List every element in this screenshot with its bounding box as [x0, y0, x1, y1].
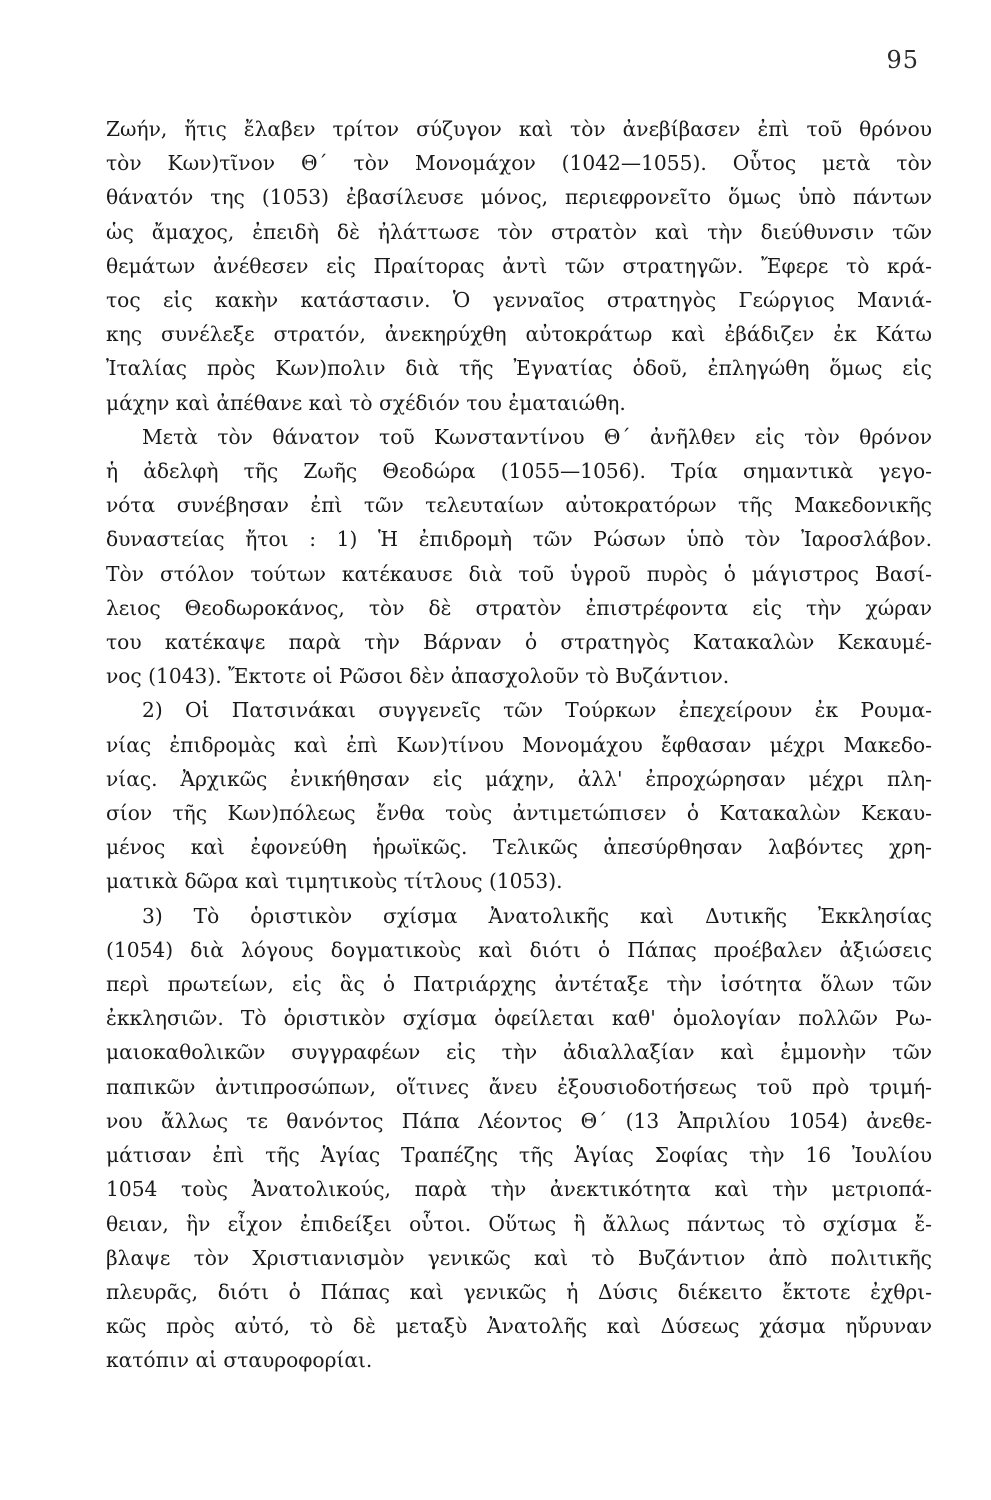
text-line: ἡ ἀδελφὴ τῆς Ζωῆς Θεοδώρα (1055—1056). Τρία σημαντικὰ γεγο-: [106, 459, 932, 484]
text-line: θάνατόν της (1053) ἐβασίλευσε μόνος, περιεφρονεῖτο ὅμως ὑπὸ πάντων: [106, 185, 932, 210]
text-line: δυναστείας ἤτοι : 1) Ἡ ἐπιδρομὴ τῶν Ρώσων ὑπὸ τὸν Ἰαροσλάβον.: [106, 527, 932, 552]
text-line: μάχην καὶ ἀπέθανε καὶ τὸ σχέδιόν του ἐματαιώθη.: [106, 390, 626, 415]
text-line: ματικὰ δῶρα καὶ τιμητικοὺς τίτλους (1053).: [106, 869, 563, 894]
text-line: ὡς ἄμαχος, ἐπειδὴ δὲ ἠλάττωσε τὸν στρατὸν καὶ τὴν διεύθυνσιν τῶν: [106, 219, 932, 244]
text-line: 1054 τοὺς Ἀνατολικούς, παρὰ τὴν ἀνεκτικότητα καὶ τὴν μετριοπά-: [106, 1177, 932, 1202]
text-line: 3) Τὸ ὁριστικὸν σχίσμα Ἀνατολικῆς καὶ Δυτικῆς Ἐκκλησίας: [142, 903, 932, 928]
text-line: περὶ πρωτείων, εἰς ἃς ὁ Πατριάρχης ἀντέταξε τὴν ἰσότητα ὅλων τῶν: [106, 972, 932, 997]
body-text: [106, 112, 932, 1378]
text-line: νος (1043). Ἔκτοτε οἱ Ρῶσοι δὲν ἀπασχολοῦν τὸ Βυζάντιον.: [106, 664, 730, 689]
text-line: τος εἰς κακὴν κατάστασιν. Ὁ γενναῖος στρατηγὸς Γεώργιος Μανιά-: [106, 288, 932, 313]
text-line: μένος καὶ ἐφονεύθη ἡρωϊκῶς. Τελικῶς ἀπεσύρθησαν λαβόντες χρη-: [106, 835, 932, 860]
text-line: (1054) διὰ λόγους δογματικοὺς καὶ διότι ὁ Πάπας προέβαλεν ἀξιώσεις: [106, 937, 932, 962]
text-line: κῶς πρὸς αὐτό, τὸ δὲ μεταξὺ Ἀνατολῆς καὶ Δύσεως χάσμα ηὔρυναν: [106, 1314, 932, 1339]
text-line: νου ἄλλως τε θανόντος Πάπα Λέοντος Θ΄ (13 Ἀπριλίου 1054) ἀνεθε-: [106, 1108, 932, 1133]
text-line: σίον τῆς Κων)πόλεως ἔνθα τοὺς ἀντιμετώπισεν ὁ Κατακαλὼν Κεκαυ-: [106, 801, 932, 826]
text-line: τὸν Κων)τῖνον Θ΄ τὸν Μονομάχον (1042—1055). Οὗτος μετὰ τὸν: [106, 151, 932, 176]
text-line: Ζωήν, ἥτις ἔλαβεν τρίτον σύζυγον καὶ τὸν ἀνεβίβασεν ἐπὶ τοῦ θρόνου: [106, 117, 932, 141]
text-line: ἐκκλησιῶν. Τὸ ὁριστικὸν σχίσμα ὀφείλεται καθ' ὁμολογίαν πολλῶν Ρω-: [106, 1006, 932, 1031]
text-line: Τὸν στόλον τούτων κατέκαυσε διὰ τοῦ ὑγροῦ πυρὸς ὁ μάγιστρος Βασί-: [106, 561, 932, 586]
text-line: θειαν, ἣν εἶχον ἐπιδείξει οὗτοι. Οὕτως ἢ ἄλλως πάντως τὸ σχίσμα ἔ-: [106, 1211, 932, 1236]
text-line: πλευρᾶς, διότι ὁ Πάπας καὶ γενικῶς ἡ Δύσις διέκειτο ἔκτοτε ἐχθρι-: [106, 1279, 932, 1304]
text-line: του κατέκαψε παρὰ τὴν Βάρναν ὁ στρατηγὸς Κατακαλὼν Κεκαυμέ-: [106, 630, 932, 655]
text-line: νίας ἐπιδρομὰς καὶ ἐπὶ Κων)τίνου Μονομάχου ἔφθασαν μέχρι Μακεδο-: [106, 732, 932, 757]
text-line: μαιοκαθολικῶν συγγραφέων εἰς τὴν ἀδιαλλαξίαν καὶ ἐμμονὴν τῶν: [106, 1040, 932, 1065]
text-line: θεμάτων ἀνέθεσεν εἰς Πραίτορας ἀντὶ τῶν στρατηγῶν. Ἔφερε τὸ κρά-: [106, 253, 932, 278]
text-line: 2) Οἱ Πατσινάκαι συγγενεῖς τῶν Τούρκων ἐπεχείρουν ἐκ Ρουμα-: [142, 698, 932, 723]
text-line: βλαψε τὸν Χριστιανισμὸν γενικῶς καὶ τὸ Βυζάντιον ἀπὸ πολιτικῆς: [106, 1245, 932, 1270]
text-line: Ἰταλίας πρὸς Κων)πολιν διὰ τῆς Ἐγνατίας ὁδοῦ, ἐπληγώθη ὅμως εἰς: [106, 356, 932, 381]
text-line: παπικῶν ἀντιπροσώπων, οἵτινες ἄνευ ἐξουσιοδοτήσεως τοῦ πρὸ τριμή-: [106, 1074, 932, 1099]
text-line: κατόπιν αἱ σταυροφορίαι.: [106, 1348, 373, 1373]
text-line: Μετὰ τὸν θάνατον τοῦ Κωνσταντίνου Θ΄ ἀνῆλθεν εἰς τὸν θρόνον: [142, 424, 932, 449]
text-line: νίας. Ἀρχικῶς ἐνικήθησαν εἰς μάχην, ἀλλ' ἐπροχώρησαν μέχρι πλη-: [106, 766, 932, 791]
text-line: κης συνέλεξε στρατόν, ἀνεκηρύχθη αὐτοκράτωρ καὶ ἐβάδιζεν ἐκ Κάτω: [106, 322, 932, 347]
text-line: λειος Θεοδωροκάνος, τὸν δὲ στρατὸν ἐπιστρέφοντα εἰς τὴν χώραν: [106, 595, 932, 620]
page-number: 95: [886, 46, 919, 74]
text-line: νότα συνέβησαν ἐπὶ τῶν τελευταίων αὐτοκρατόρων τῆς Μακεδονικῆς: [106, 493, 932, 518]
text-line: μάτισαν ἐπὶ τῆς Ἁγίας Τραπέζης τῆς Ἁγίας Σοφίας τὴν 16 Ἰουλίου: [106, 1143, 932, 1168]
